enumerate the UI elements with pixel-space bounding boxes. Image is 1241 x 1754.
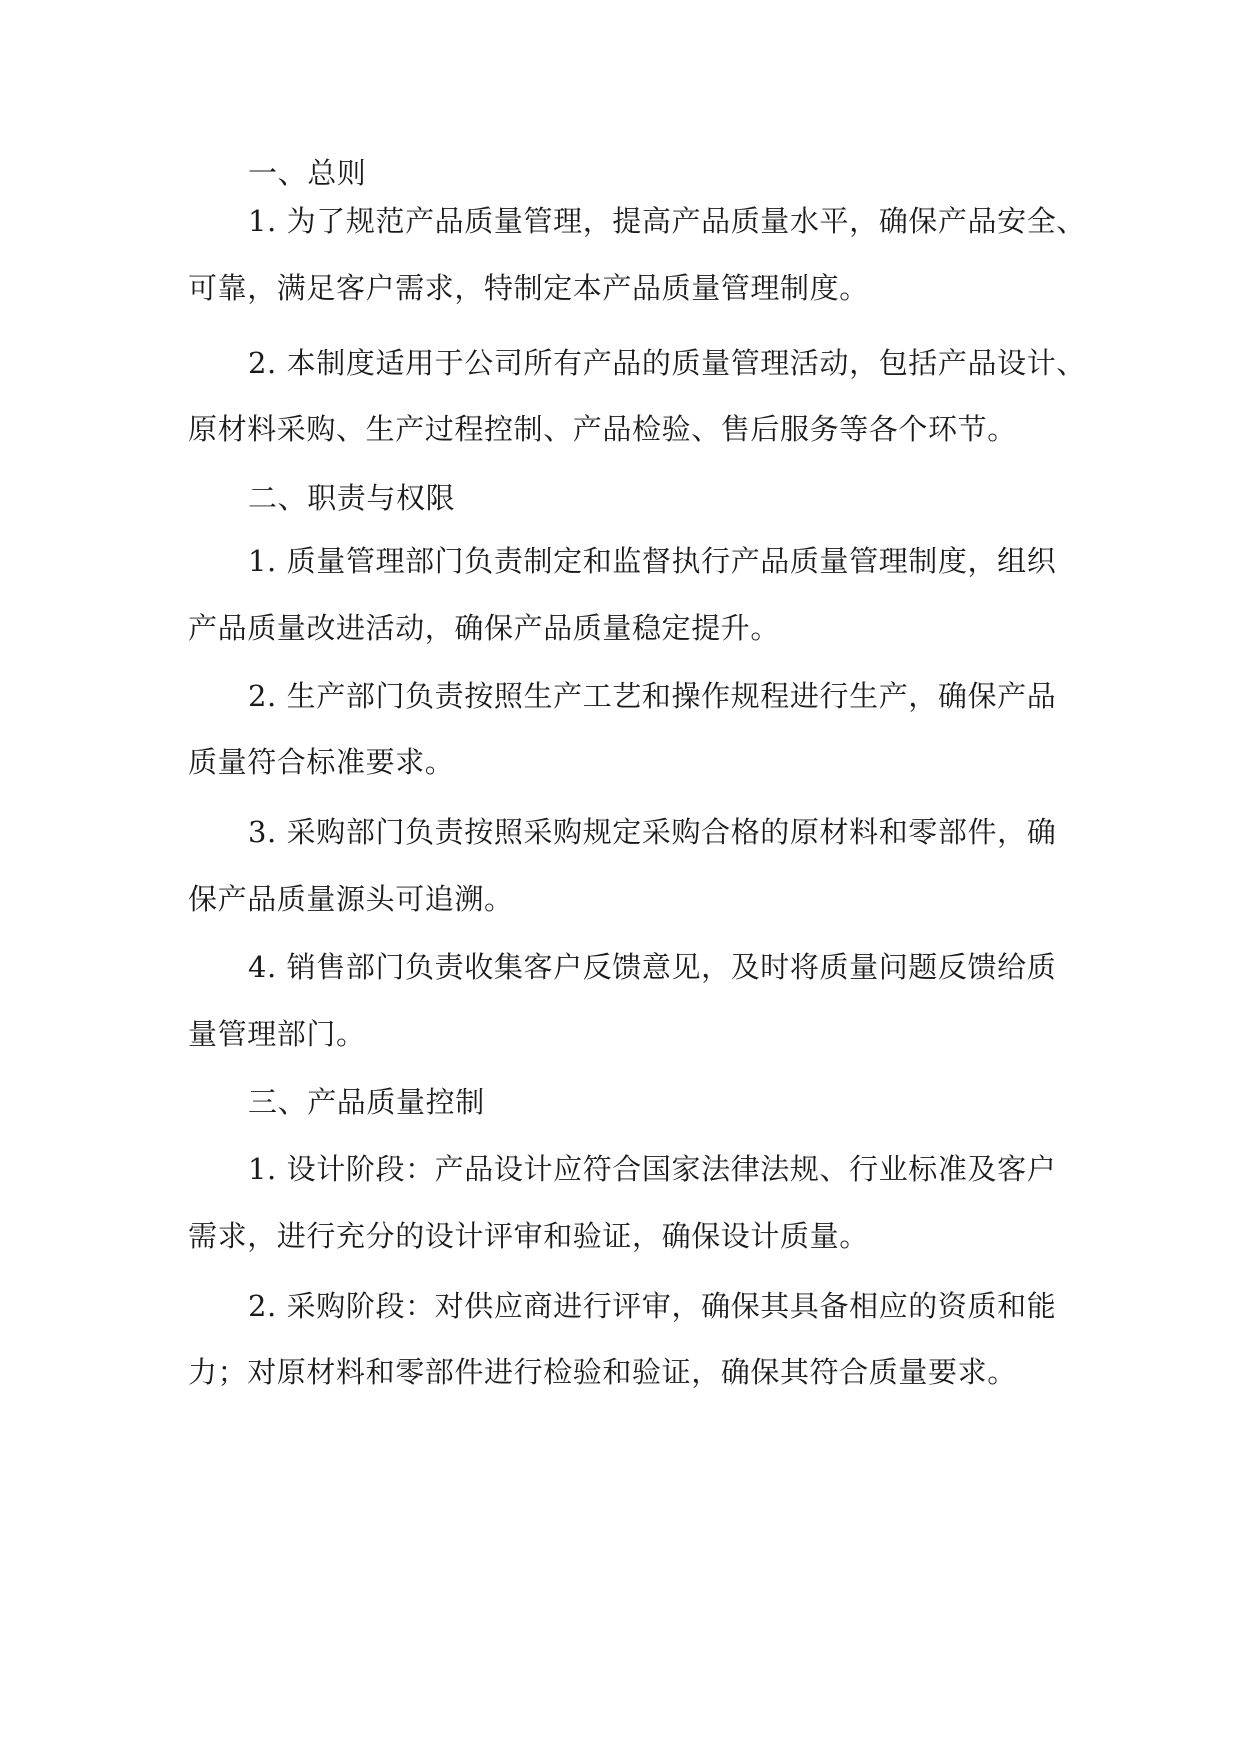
paragraph-line: 1. 为了规范产品质量管理，提高产品质量水平，确保产品安全、 [248,204,1086,238]
paragraph-line: 质量符合标准要求。 [188,745,455,779]
paragraph-line: 2. 本制度适用于公司所有产品的质量管理活动，包括产品设计、 [248,346,1086,380]
paragraph-line: 可靠，满足客户需求，特制定本产品质量管理制度。 [188,271,869,305]
paragraph-line: 2. 生产部门负责按照生产工艺和操作规程进行生产，确保产品 [248,679,1057,713]
paragraph-line: 3. 采购部门负责按照采购规定采购合格的原材料和零部件，确 [248,815,1057,849]
section-heading-general: 一、总则 [248,156,367,190]
paragraph-line: 力；对原材料和零部件进行检验和验证，确保其符合质量要求。 [188,1355,1017,1389]
paragraph-line: 4. 销售部门负责收集客户反馈意见，及时将质量问题反馈给质 [248,950,1057,984]
paragraph-line: 需求，进行充分的设计评审和验证，确保设计质量。 [188,1219,869,1253]
section-heading-duties: 二、职责与权限 [248,481,456,515]
paragraph-line: 保产品质量源头可追溯。 [188,882,514,916]
paragraph-line: 原材料采购、生产过程控制、产品检验、售后服务等各个环节。 [188,412,1017,446]
paragraph-line: 2. 采购阶段：对供应商进行评审，确保其具备相应的资质和能 [248,1289,1057,1323]
paragraph-line: 量管理部门。 [188,1017,366,1051]
paragraph-line: 1. 质量管理部门负责制定和监督执行产品质量管理制度，组织 [248,544,1057,578]
paragraph-line: 1. 设计阶段：产品设计应符合国家法律法规、行业标准及客户 [248,1152,1057,1186]
paragraph-line: 产品质量改进活动，确保产品质量稳定提升。 [188,611,781,645]
section-heading-quality-control: 三、产品质量控制 [248,1085,485,1119]
